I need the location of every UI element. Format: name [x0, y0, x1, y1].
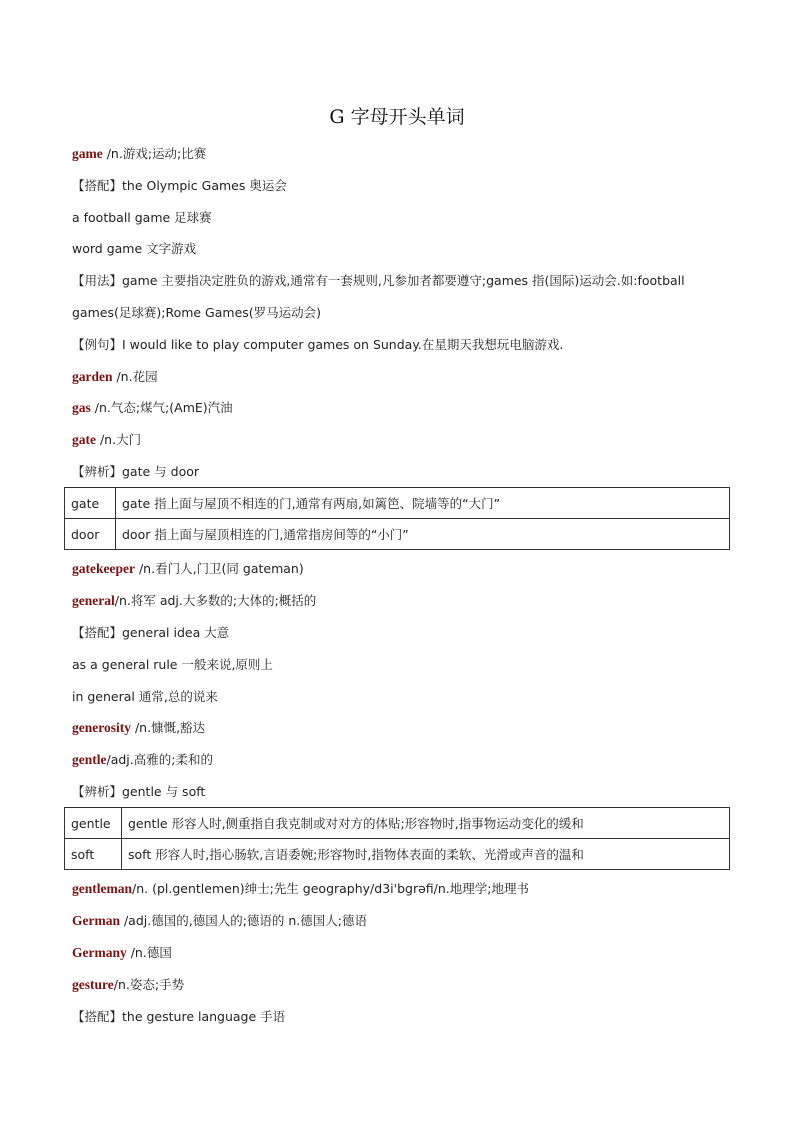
- usage-note: 【用法】game 主要指决定胜负的游戏,通常有一套规则,凡参加者都要遵守;games 指(国际)运动会.如:football games(足球赛);Rome Games(罗马运动会): [72, 273, 685, 320]
- table-cell-text: gentle 形容人时,侧重指自我克制或对对方的体贴;形容物时,指事物运动变化的缓和: [122, 808, 730, 839]
- headword: garden: [72, 369, 113, 384]
- comparison-table-gate-door: [64, 487, 730, 550]
- entry-gesture: [72, 976, 730, 994]
- definition: /n.将军 adj.大多数的;大体的;概括的: [114, 593, 317, 608]
- definition: /n.看门人,门卫(同 gateman): [134, 561, 304, 576]
- definition: /n.游戏;运动;比赛: [102, 146, 207, 161]
- table-cell-key: gate: [65, 488, 116, 519]
- entry-gatekeeper: [72, 560, 730, 578]
- table-row: [65, 519, 730, 550]
- entry-generosity: [72, 719, 730, 737]
- entry-game: [72, 145, 730, 163]
- entry-gentleman: [72, 880, 730, 898]
- collocation: word game 文字游戏: [72, 241, 197, 256]
- collocation: in general 通常,总的说来: [72, 689, 218, 704]
- headword: German: [72, 913, 120, 928]
- table-cell-text: door 指上面与屋顶相连的门,通常指房间等的“小门”: [116, 519, 730, 550]
- table-row: [65, 488, 730, 519]
- page-title: G 字母开头单词: [329, 106, 465, 128]
- definition: /n.姿态;手势: [113, 977, 185, 992]
- collocation: 【搭配】the gesture language 手语: [72, 1009, 286, 1024]
- collocation: 【搭配】the Olympic Games 奥运会: [72, 178, 287, 193]
- example-sentence: 【例句】I would like to play computer games on Sunday.在星期天我想玩电脑游戏.: [72, 337, 564, 352]
- headword: generosity: [72, 720, 131, 735]
- headword: gas: [72, 400, 91, 415]
- definition: /adj.德国的,德国人的;德语的 n.德国人;德语: [120, 913, 367, 928]
- headword: general: [72, 593, 115, 608]
- table-cell-text: gate 指上面与屋顶不相连的门,通常有两扇,如篱笆、院墙等的“大门”: [116, 488, 730, 519]
- definition: /n.气态;煤气;(AmE)汽油: [90, 400, 233, 415]
- headword: game: [72, 146, 103, 161]
- comparison-heading: 【辨析】gate 与 door: [72, 464, 200, 479]
- collocation: 【搭配】general idea 大意: [72, 625, 230, 640]
- comparison-table-gentle-soft: [64, 807, 730, 870]
- definition: /n.慷慨,豁达: [131, 720, 206, 735]
- headword: gentleman: [72, 881, 132, 896]
- collocation: a football game 足球赛: [72, 210, 212, 225]
- headword: Germany: [72, 945, 127, 960]
- headword: gatekeeper: [72, 561, 135, 576]
- table-cell-key: door: [65, 519, 116, 550]
- entry-garden: [72, 368, 730, 386]
- entry-gas: [72, 399, 730, 417]
- definition: /n.德国: [126, 945, 172, 960]
- table-cell-key: gentle: [65, 808, 122, 839]
- definition: /n. (pl.gentlemen)绅士;先生 geography/d3i'bgrəfi/n.地理学;地理书: [132, 881, 529, 896]
- collocation: as a general rule 一般来说,原则上: [72, 657, 273, 672]
- definition: /n.大门: [96, 432, 142, 447]
- headword: gesture: [72, 977, 114, 992]
- entry-gate: [72, 431, 730, 449]
- definition: /adj.高雅的;柔和的: [106, 752, 213, 767]
- entry-german: [72, 912, 730, 930]
- comparison-heading: 【辨析】gentle 与 soft: [72, 784, 206, 799]
- definition: /n.花园: [112, 369, 158, 384]
- headword: gate: [72, 432, 96, 447]
- table-row: [65, 808, 730, 839]
- table-cell-text: soft 形容人时,指心肠软,言语委婉;形容物时,指物体表面的柔软、光滑或声音的温和: [122, 839, 730, 870]
- table-row: [65, 839, 730, 870]
- table-cell-key: soft: [65, 839, 122, 870]
- entry-general: [72, 592, 730, 610]
- entry-germany: [72, 944, 730, 962]
- headword: gentle: [72, 752, 107, 767]
- entry-gentle: [72, 751, 730, 769]
